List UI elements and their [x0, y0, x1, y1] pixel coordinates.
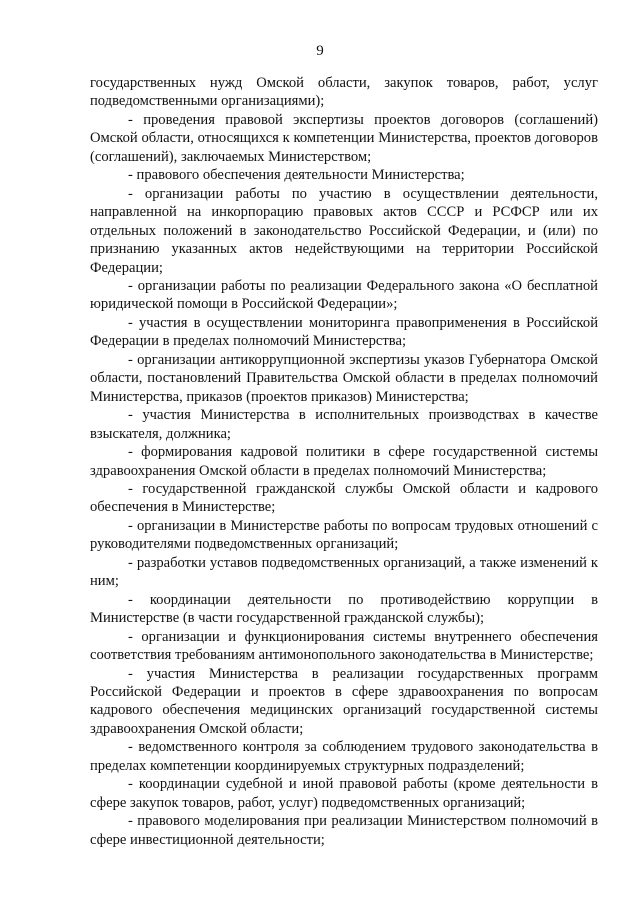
page-number: 9	[316, 43, 324, 59]
list-item-legal-support: - правового обеспечения деятельности Министерства;	[128, 167, 465, 184]
list-item-legal-expertise: - проведения правовой экспертизы проектов договоров (соглашений) Омской области, относящихся к компетенции Министерства, проектов договоров (соглашений), заключаемых Министерством;	[90, 111, 598, 165]
list-item-free-legal-aid: - организации работы по реализации Федерального закона «О бесплатной юридической помощи в Российской Федерации»;	[90, 277, 598, 313]
list-item-state-programs: - участия Министерства в реализации государственных программ Российской Федерации и проектов в сфере здравоохранения по вопросам кадрового обеспечения медицинских организаций государственной системы здравоохранения Омской области;	[90, 665, 598, 737]
list-item-personnel-policy: - формирования кадровой политики в сфере государственной системы здравоохранения Омской области в пределах полномочий Министерства;	[90, 444, 598, 479]
list-item-antimonopoly-compliance: - организации и функционирования системы внутреннего обеспечения соответствия требованиям антимонопольного законодательства в Министерстве;	[90, 628, 598, 664]
list-item-civil-service: - государственной гражданской службы Омской области и кадрового обеспечения в Министерстве;	[90, 480, 598, 516]
list-item-labor-law-control: - ведомственного контроля за соблюдением трудового законодательства в пределах компетенции координируемых структурных подразделений;	[90, 739, 598, 774]
list-item-labor-relations: - организации в Министерстве работы по вопросам трудовых отношений с руководителями подведомственных организаций;	[90, 517, 598, 553]
list-item-law-enforcement-monitoring: - участия в осуществлении мониторинга правоприменения в Российской Федерации в пределах полномочий Министерства;	[90, 314, 598, 350]
list-item-judicial-work: - координации судебной и иной правовой работы (кроме деятельности в сфере закупок товаров, работ, услуг) подведомственных организаций;	[90, 776, 598, 811]
document-body	[90, 74, 598, 849]
list-item-incorporation-acts: - организации работы по участию в осуществлении деятельности, направленной на инкорпорацию правовых актов СССР и РСФСР или их отдельных положений в законодательство Российской Федерации, и (или) по признанию указанных актов недействующими на территории Российской Федерации;	[90, 185, 598, 276]
list-item-charters: - разработки уставов подведомственных организаций, а также изменений к ним;	[90, 554, 598, 590]
paragraph-continuation: государственных нужд Омской области, закупок товаров, работ, услуг подведомственными организациями);	[90, 75, 598, 110]
list-item-anticorruption-coordination: - координации деятельности по противодействию коррупции в Министерстве (в части государственной гражданской службы);	[90, 591, 598, 627]
list-item-anticorruption-expertise: - организации антикоррупционной экспертизы указов Губернатора Омской области, постановлений Правительства Омской области в пределах полномочий Министерства, приказов (проектов приказов) Министерства;	[90, 351, 598, 405]
list-item-legal-modeling: - правового моделирования при реализации Министерством полномочий в сфере инвестиционной деятельности;	[90, 813, 598, 848]
list-item-enforcement-proceedings: - участия Министерства в исполнительных производствах в качестве взыскателя, должника;	[90, 407, 598, 442]
